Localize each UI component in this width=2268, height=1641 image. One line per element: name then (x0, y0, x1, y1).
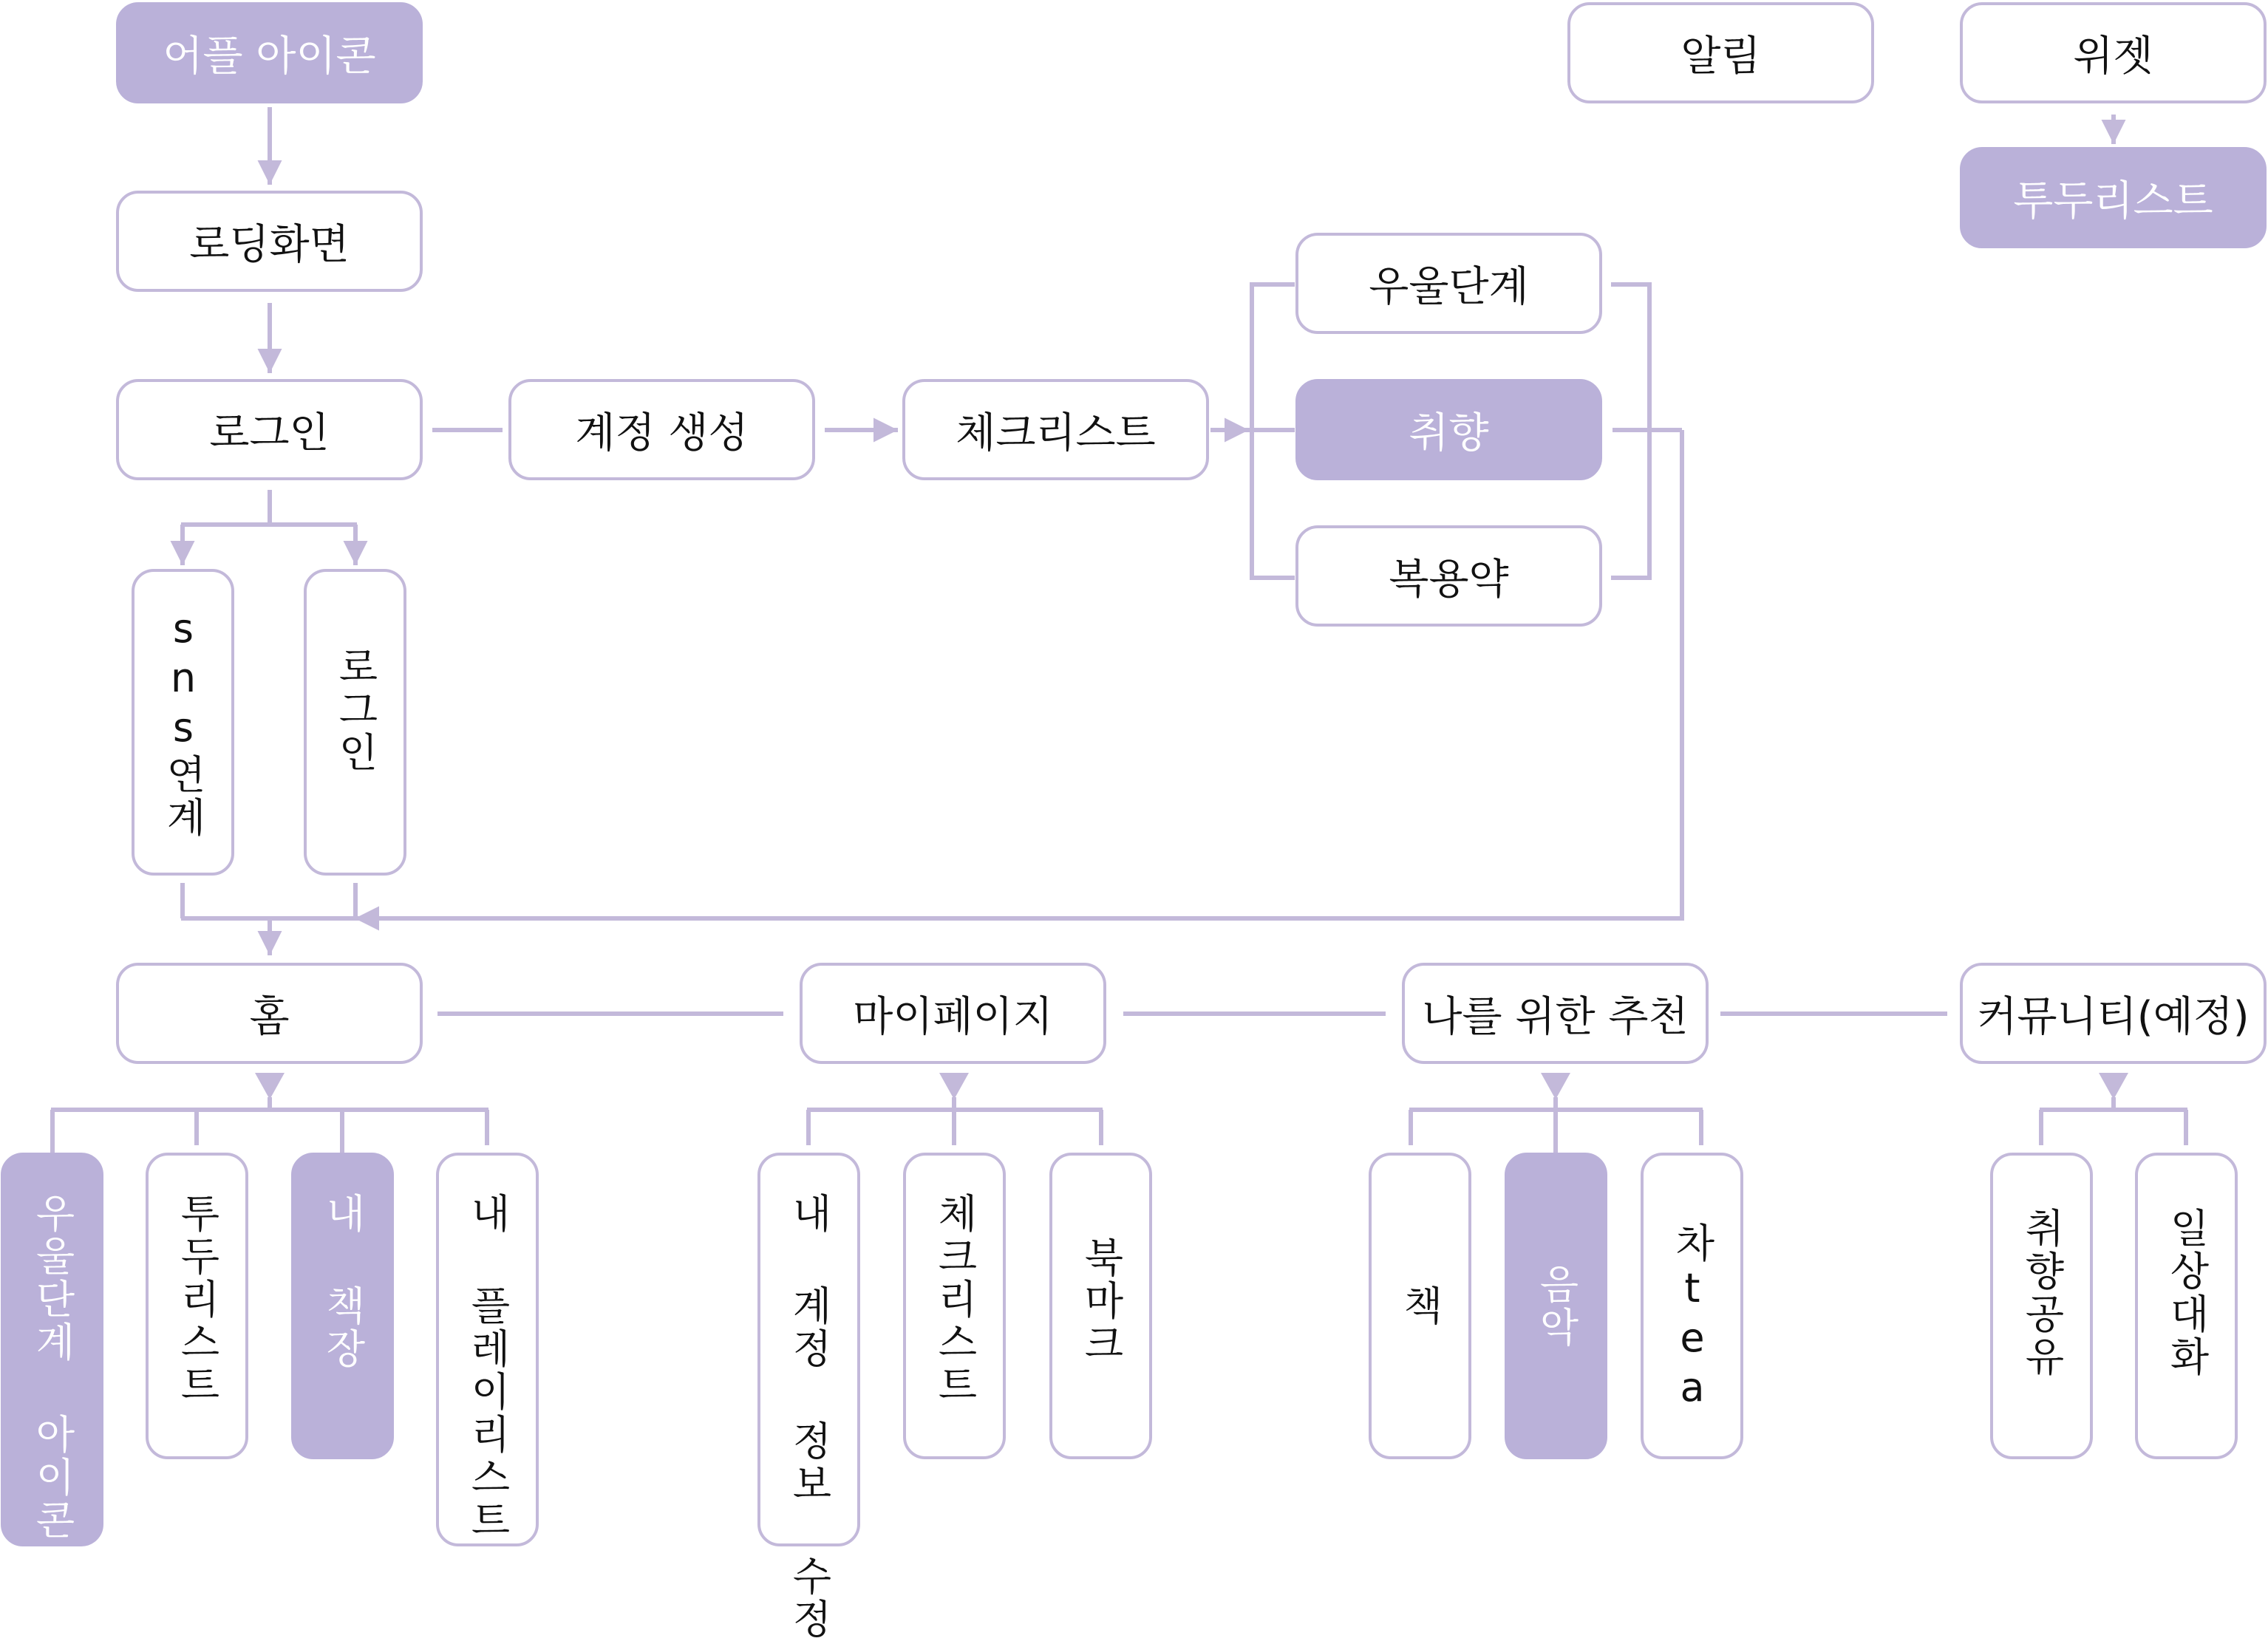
node-widget-todo-list[interactable]: 투두리스트 (1960, 147, 2267, 248)
node-app-icon[interactable]: 어플 아이콘 (116, 2, 423, 103)
node-rec-music[interactable]: 음악 (1505, 1153, 1607, 1459)
node-create-account[interactable]: 계정 생성 (508, 379, 815, 480)
node-preference-share[interactable]: 취향공유 (1990, 1153, 2093, 1459)
node-preference[interactable]: 취향 (1295, 379, 1602, 480)
mypage-children-arrow (939, 1073, 969, 1099)
node-checklist[interactable]: 체크리스트 (902, 379, 1209, 480)
node-rec-book[interactable]: 책 (1369, 1153, 1471, 1459)
node-home-depression-icon[interactable]: 우울단계 아이콘 (1, 1153, 103, 1546)
node-daily-chat[interactable]: 일상대화 (2135, 1153, 2238, 1459)
node-mypage[interactable]: 마이페이지 (800, 963, 1106, 1064)
node-bookmark[interactable]: 북마크 (1049, 1153, 1152, 1459)
node-rec-tea[interactable]: 차tea (1641, 1153, 1743, 1459)
node-medication[interactable]: 복용약 (1295, 525, 1602, 627)
home-children-arrow (255, 1073, 285, 1099)
node-login[interactable]: 로그인 (116, 379, 423, 480)
node-recommend-for-me[interactable]: 나를 위한 추천 (1402, 963, 1709, 1064)
community-children-arrow (2099, 1073, 2128, 1099)
recommend-children-arrow (1541, 1073, 1570, 1099)
node-home-bookshelf[interactable]: 내 책장 (291, 1153, 394, 1459)
node-community[interactable]: 커뮤니티(예정) (1960, 963, 2267, 1064)
node-alarm[interactable]: 알림 (1567, 2, 1874, 103)
node-home-playlist[interactable]: 내 플레이리스트 (436, 1153, 539, 1546)
node-mypage-checklist[interactable]: 체크리스트 (903, 1153, 1006, 1459)
edge-preference-home (355, 430, 1682, 918)
node-home-todo-list[interactable]: 투두리스트 (146, 1153, 248, 1459)
node-loading-screen[interactable]: 로딩화면 (116, 191, 423, 292)
node-home[interactable]: 홈 (116, 963, 423, 1064)
node-sns-link[interactable]: sns연계 (132, 569, 234, 876)
node-account-info-edit[interactable]: 내 계정 정보 수정 (757, 1153, 860, 1546)
node-widget[interactable]: 위젯 (1960, 2, 2267, 103)
node-login-sub[interactable]: 로그인 (304, 569, 406, 876)
node-depression-level[interactable]: 우울단계 (1295, 233, 1602, 334)
